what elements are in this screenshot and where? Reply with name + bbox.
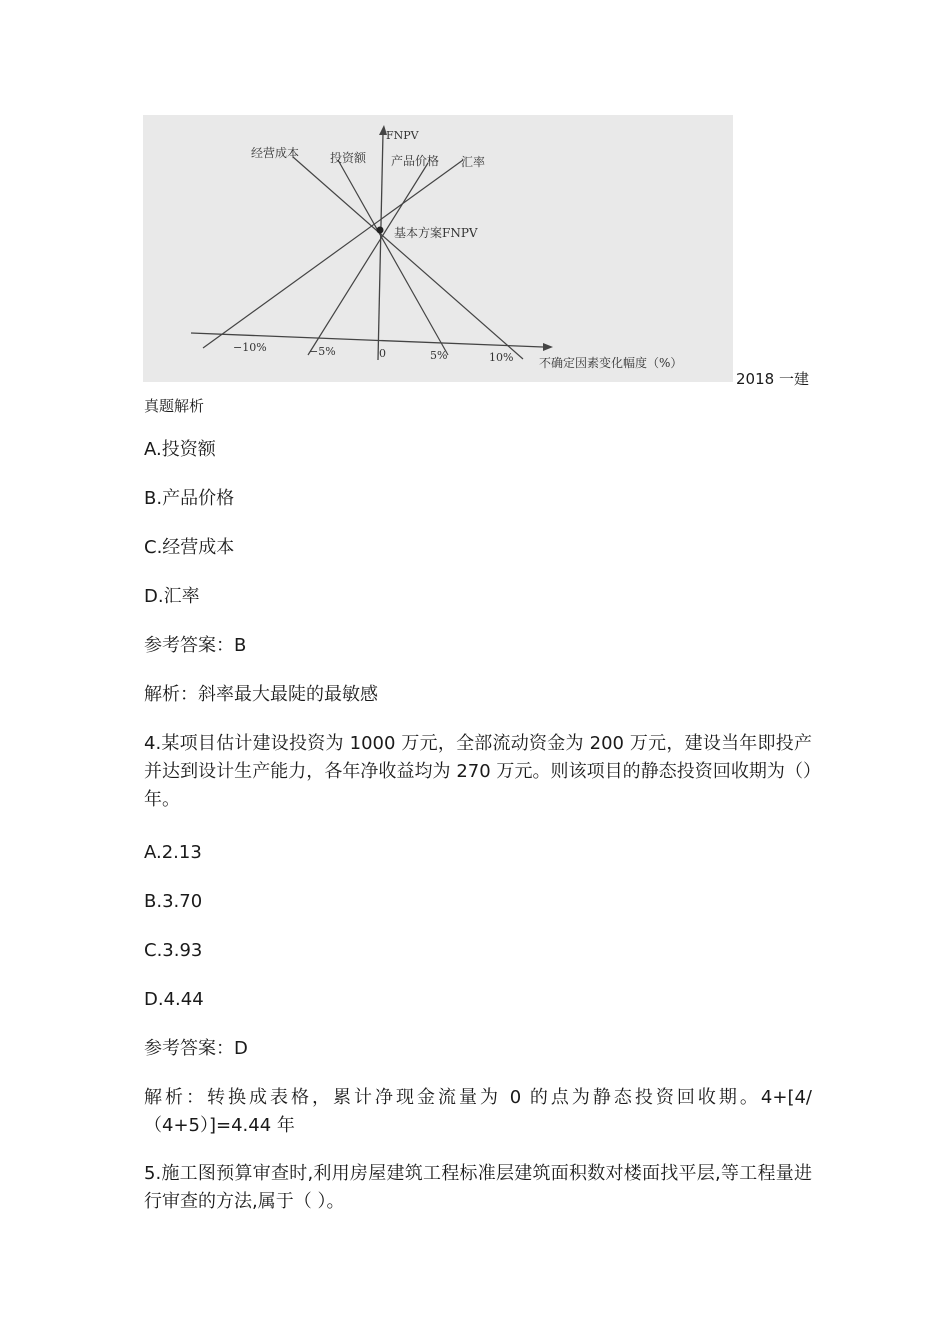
q3-analysis: 解析：斜率最大最陡的最敏感 bbox=[144, 684, 378, 705]
x-tick-10: 10% bbox=[489, 351, 514, 364]
x-tick-minus10: −10% bbox=[233, 341, 267, 354]
x-axis-arrow bbox=[543, 343, 553, 351]
q3-answer: 参考答案：B bbox=[144, 635, 247, 656]
q4-analysis: 解析：转换成表格，累计净现金流量为 0 的点为静态投资回收期。4+[4/（4+5）]=4.44 年 bbox=[144, 1087, 812, 1136]
q4-option-a: A.2.13 bbox=[144, 842, 202, 863]
q4-answer: 参考答案：D bbox=[144, 1038, 248, 1059]
q4-stem: 4.某项目估计建设投资为 1000 万元，全部流动资金为 200 万元，建设当年即投产并达到设计生产能力，各年净收益均为 270 万元。则该项目的静态投资回收期为（）年。 bbox=[144, 733, 812, 810]
q4-option-d: D.4.44 bbox=[144, 989, 204, 1010]
base-point bbox=[377, 227, 384, 234]
line-investment bbox=[338, 160, 448, 355]
q3-option-a: A.投资额 bbox=[144, 439, 216, 460]
line-label-product-price: 产品价格 bbox=[391, 154, 440, 168]
x-tick-minus5: −5% bbox=[309, 345, 336, 358]
sensitivity-chart bbox=[143, 115, 733, 382]
x-tick-5: 5% bbox=[430, 349, 448, 362]
caption-title: 真题解析 bbox=[144, 397, 205, 415]
y-axis bbox=[378, 133, 383, 360]
q3-option-c: C.经营成本 bbox=[144, 537, 235, 558]
caption-year: 2018 一建 bbox=[736, 370, 809, 388]
x-tick-0: 0 bbox=[379, 347, 386, 360]
q3-option-b: B.产品价格 bbox=[144, 488, 235, 509]
line-label-exchange-rate: 汇率 bbox=[461, 155, 486, 169]
x-axis-label: 不确定因素变化幅度（%） bbox=[539, 356, 683, 370]
q4-option-b: B.3.70 bbox=[144, 891, 203, 912]
line-label-operating-cost: 经营成本 bbox=[251, 146, 300, 160]
q4-option-c: C.3.93 bbox=[144, 940, 203, 961]
q3-option-d: D.汇率 bbox=[144, 586, 200, 607]
base-point-label: 基本方案FNPV bbox=[394, 226, 478, 240]
line-label-investment: 投资额 bbox=[330, 151, 367, 165]
q5-stem: 5.施工图预算审查时,利用房屋建筑工程标准层建筑面积数对楼面找平层,等工程量进行审查的方法,属于（ ）。 bbox=[144, 1163, 812, 1212]
line-exchange-rate bbox=[203, 160, 463, 348]
y-axis-label: FNPV bbox=[386, 129, 419, 142]
